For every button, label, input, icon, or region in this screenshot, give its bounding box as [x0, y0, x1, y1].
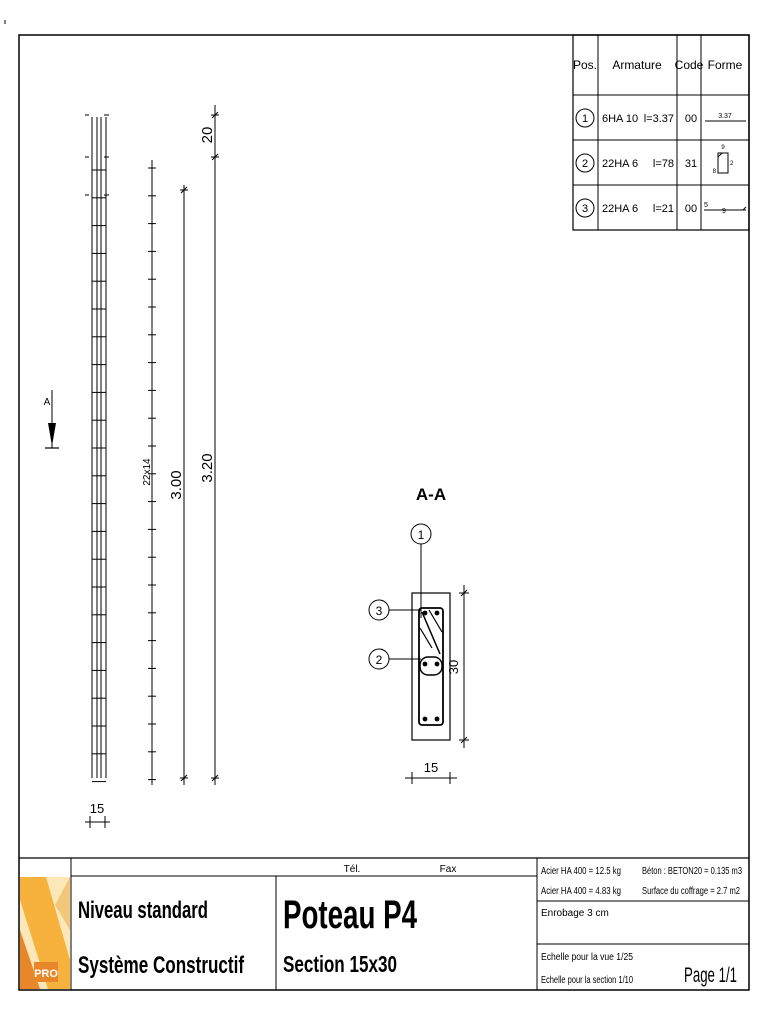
steel-weight-2: Acier HA 400 = 4.83 kg — [541, 886, 621, 897]
row-code: 00 — [684, 203, 698, 215]
forme-right: 2 — [730, 161, 734, 167]
row-pos: 3 — [581, 203, 589, 215]
forme-left: 8 — [712, 169, 716, 175]
table-header-armature: Armature — [612, 58, 662, 72]
row-length: l=3.37 — [643, 113, 674, 125]
fax-label: Fax — [439, 864, 457, 875]
dim-20-label: 20 — [199, 126, 216, 144]
concrete-cover: Enrobage 3 cm — [541, 908, 609, 919]
callout-1: 1 — [417, 528, 425, 542]
element-title: Poteau P4 — [283, 893, 418, 937]
stirrups-label: 22x14 — [142, 458, 153, 486]
level-name: Niveau standard — [78, 897, 208, 924]
stirrup-outline — [419, 608, 443, 725]
length-320-label: 3.20 — [199, 453, 216, 483]
row-bars: 6HA 10 — [602, 113, 639, 125]
concrete-volume: Béton : BETON20 = 0.135 m3 — [642, 866, 743, 877]
row-code: 31 — [684, 158, 698, 170]
callout-3: 3 — [375, 604, 383, 618]
table-header-pos: Pos. — [572, 58, 598, 72]
column-elevation — [44, 105, 219, 828]
row-pos: 1 — [581, 113, 589, 125]
row-length: l=21 — [652, 203, 674, 215]
system-name: Système Constructif — [78, 952, 245, 979]
callout-2: 2 — [375, 653, 383, 667]
row-pos: 2 — [581, 158, 589, 170]
title-block — [19, 858, 749, 990]
page-number: Page 1/1 — [684, 964, 737, 987]
app-logo-icon — [20, 877, 70, 989]
rebar-schedule-table — [573, 35, 749, 230]
row-bars: 22HA 6 — [602, 203, 639, 215]
steel-weight-1: Acier HA 400 = 12.5 kg — [541, 866, 621, 877]
forme-label: 3.37 — [718, 113, 732, 120]
height-label: 30 — [446, 659, 461, 675]
logo-text: PRO — [34, 968, 58, 980]
table-header-forme: Forme — [707, 58, 743, 72]
elevation-stirrups — [92, 170, 106, 782]
section-arrow-icon — [48, 423, 56, 446]
section-title: A-A — [415, 485, 447, 504]
table-header-code: Code — [674, 58, 704, 72]
section-width-label: 15 — [423, 760, 439, 775]
row-bars: 22HA 6 — [602, 158, 639, 170]
length-300-label: 3.00 — [168, 470, 185, 500]
row-code: 00 — [684, 113, 698, 125]
scale-view: Echelle pour la vue 1/25 — [541, 952, 634, 963]
cross-section-aa — [369, 485, 469, 784]
concrete-outline — [412, 593, 450, 740]
row-length: l=78 — [652, 158, 674, 170]
section-mark-label: A — [43, 397, 51, 408]
tel-label: Tél. — [343, 864, 361, 875]
pin-tie — [420, 657, 442, 675]
forme-label: 9 — [722, 208, 726, 215]
width-label: 15 — [89, 801, 105, 816]
sheet-border — [19, 35, 749, 990]
section-subtitle: Section 15x30 — [283, 951, 397, 977]
forme-top: 9 — [721, 145, 725, 151]
scale-section: Echelle pour la section 1/10 — [541, 975, 634, 986]
forme-left: 5 — [704, 202, 708, 209]
longitudinal-bars — [423, 611, 440, 722]
formwork-area: Surface du coffrage = 2.7 m2 — [642, 886, 741, 897]
